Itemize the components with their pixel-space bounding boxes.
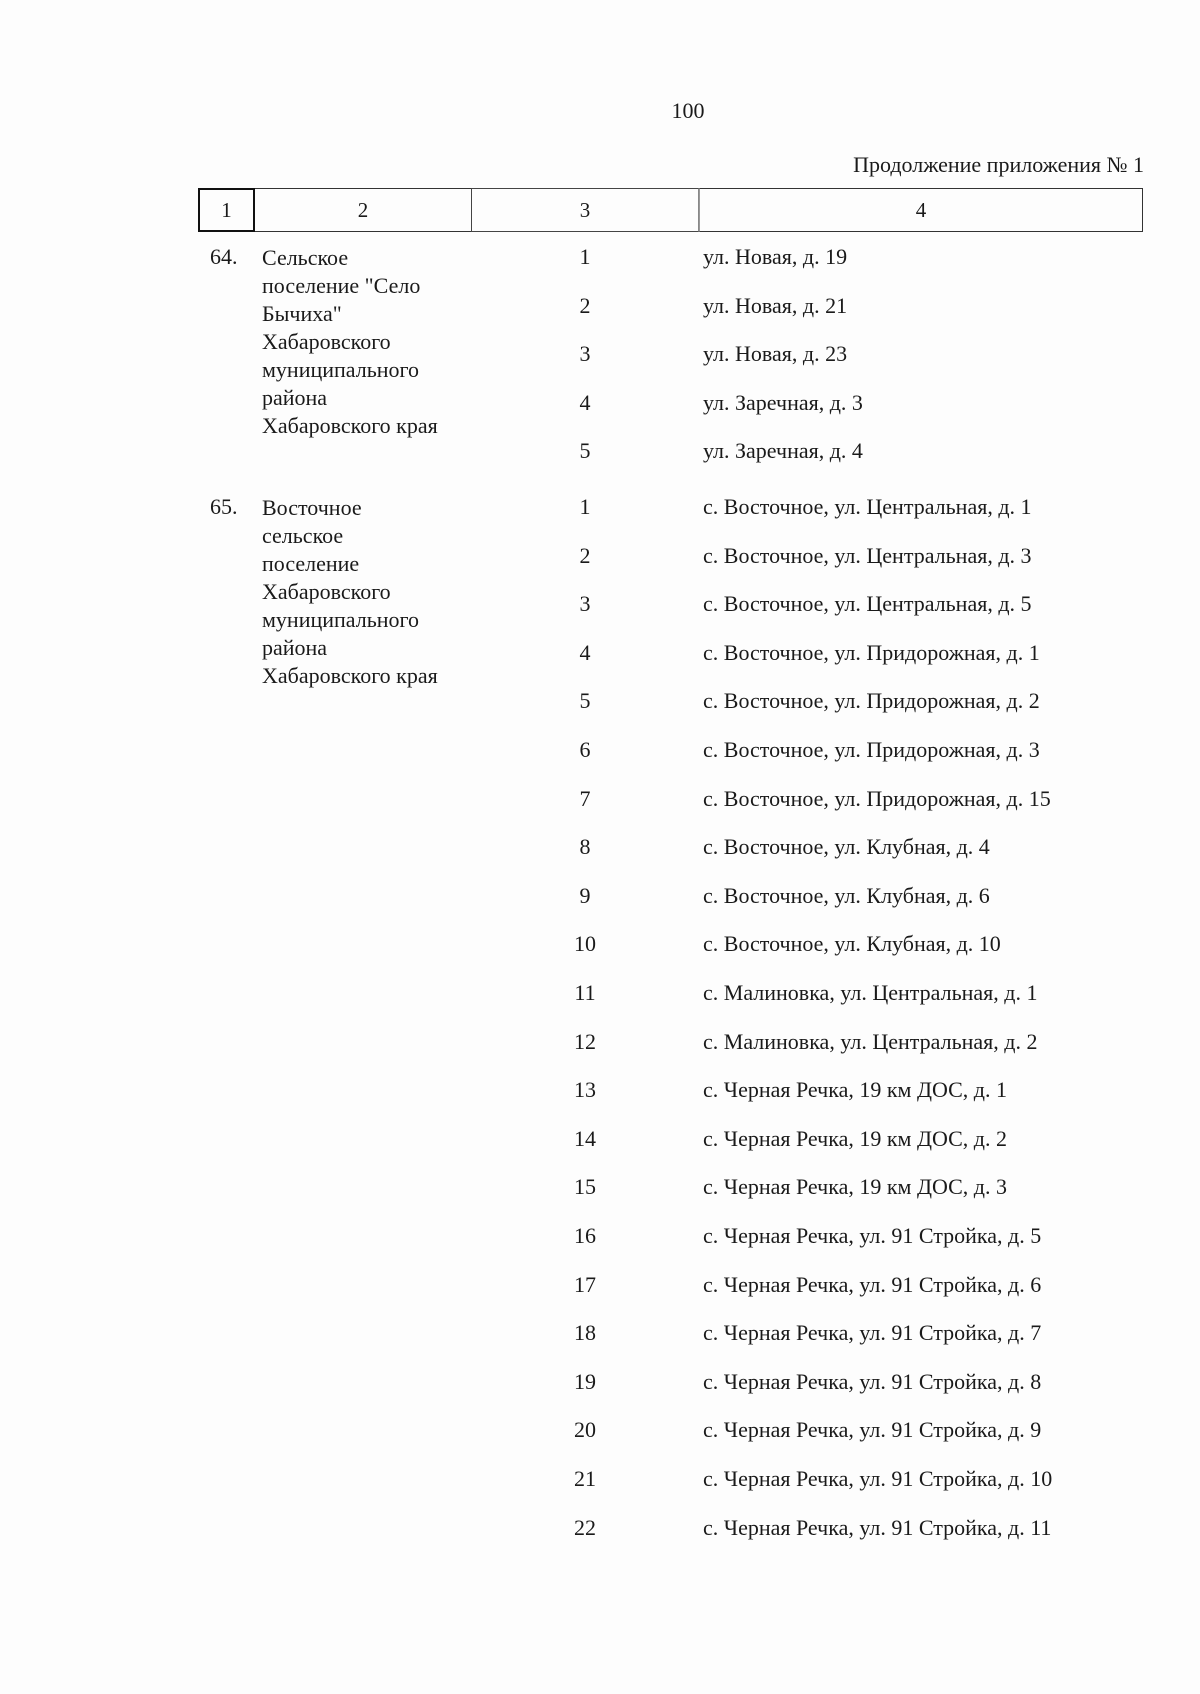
row-address: с. Восточное, ул. Центральная, д. 3	[703, 542, 1032, 568]
table-row	[0, 1369, 1200, 1399]
row-number: 3	[579, 341, 591, 367]
table-row	[0, 834, 1200, 864]
row-address: с. Восточное, ул. Придорожная, д. 15	[703, 785, 1051, 811]
row-address: с. Восточное, ул. Центральная, д. 5	[703, 591, 1032, 617]
table-row	[0, 1417, 1200, 1447]
row-number: 10	[574, 931, 596, 957]
row-address: с. Черная Речка, ул. 91 Стройка, д. 7	[703, 1320, 1042, 1346]
group-number: 65.	[210, 494, 238, 519]
table-row	[0, 1029, 1200, 1059]
table-row	[0, 980, 1200, 1010]
page-number: 100	[671, 98, 705, 123]
row-number: 9	[579, 882, 591, 908]
row-address: с. Черная Речка, ул. 91 Стройка, д. 8	[703, 1368, 1042, 1394]
row-number: 6	[579, 737, 591, 762]
row-address: с. Восточное, ул. Придорожная, д. 1	[703, 639, 1040, 665]
table-row	[0, 883, 1200, 913]
row-address: с. Черная Речка, ул. 91 Стройка, д. 5	[703, 1223, 1042, 1248]
row-number: 18	[574, 1320, 596, 1346]
table-row	[0, 341, 1200, 371]
row-address: с. Черная Речка, ул. 91 Стройка, д. 6	[703, 1271, 1042, 1297]
row-number: 19	[574, 1368, 596, 1394]
table-row	[0, 543, 1200, 573]
row-number: 3	[579, 591, 591, 617]
row-number: 2	[579, 542, 591, 568]
header-cell-4: 4	[699, 188, 1143, 232]
row-address: ул. Новая, д. 19	[703, 244, 848, 269]
header-cell-1: 1	[198, 188, 255, 232]
row-number: 2	[579, 292, 591, 318]
row-number: 4	[579, 389, 591, 415]
row-address: ул. Новая, д. 21	[703, 292, 848, 318]
table-row	[0, 931, 1200, 961]
row-number: 21	[574, 1466, 596, 1491]
row-number: 22	[574, 1514, 596, 1540]
row-address: с. Восточное, ул. Клубная, д. 4	[703, 834, 990, 860]
table-row	[0, 737, 1200, 767]
row-number: 14	[574, 1125, 596, 1151]
row-number: 20	[574, 1417, 596, 1443]
row-address: с. Малиновка, ул. Центральная, д. 2	[703, 1028, 1038, 1054]
row-number: 13	[574, 1077, 596, 1103]
table-row	[0, 1223, 1200, 1253]
row-address: с. Черная Речка, 19 км ДОС, д. 3	[703, 1174, 1007, 1200]
row-number: 1	[579, 494, 591, 519]
group-name: Сельское поселение "Село Бычиха" Хабаровского муниципального района Хабаровского края	[262, 245, 438, 438]
row-address: с. Черная Речка, ул. 91 Стройка, д. 11	[703, 1514, 1052, 1540]
table-row	[0, 293, 1200, 323]
group-number: 64.	[210, 244, 238, 269]
table-row	[0, 688, 1200, 718]
row-number: 7	[579, 785, 591, 811]
row-address: с. Черная Речка, ул. 91 Стройка, д. 9	[703, 1417, 1042, 1443]
row-address: ул. Заречная, д. 3	[703, 389, 863, 415]
row-address: с. Восточное, ул. Центральная, д. 1	[703, 494, 1032, 519]
table-row	[0, 1515, 1200, 1545]
table-header	[198, 188, 1143, 232]
row-number: 8	[579, 834, 591, 860]
row-number: 5	[579, 438, 591, 464]
table-row	[0, 640, 1200, 670]
table-row	[0, 1466, 1200, 1496]
row-address: с. Черная Речка, ул. 91 Стройка, д. 10	[703, 1466, 1053, 1491]
header-cell-3: 3	[471, 188, 699, 232]
table-row	[0, 1320, 1200, 1350]
row-number: 4	[579, 639, 591, 665]
table-row	[0, 786, 1200, 816]
header-cell-2: 2	[255, 188, 471, 232]
appendix-note: Продолжение приложения № 1	[853, 152, 1144, 177]
row-number: 17	[574, 1271, 596, 1297]
row-address: с. Черная Речка, 19 км ДОС, д. 2	[703, 1125, 1007, 1151]
row-address: с. Малиновка, ул. Центральная, д. 1	[703, 980, 1038, 1005]
row-address: с. Черная Речка, 19 км ДОС, д. 1	[703, 1077, 1007, 1103]
row-number: 11	[574, 980, 596, 1005]
row-address: ул. Заречная, д. 4	[703, 438, 863, 464]
row-number: 5	[579, 688, 591, 714]
table-row	[0, 494, 1200, 524]
table-row	[0, 438, 1200, 468]
row-number: 15	[574, 1174, 596, 1200]
table-row	[0, 1174, 1200, 1204]
row-address: с. Восточное, ул. Придорожная, д. 3	[703, 737, 1040, 762]
table-row	[0, 244, 1200, 274]
row-address: с. Восточное, ул. Придорожная, д. 2	[703, 688, 1040, 714]
row-number: 12	[574, 1028, 596, 1054]
group-name: Восточное сельское поселение Хабаровского муниципального района Хабаровского края	[262, 495, 438, 688]
row-number: 16	[574, 1223, 596, 1248]
table-row	[0, 1077, 1200, 1107]
row-address: с. Восточное, ул. Клубная, д. 10	[703, 931, 1001, 957]
row-address: ул. Новая, д. 23	[703, 341, 848, 367]
table-row	[0, 390, 1200, 420]
table-row	[0, 591, 1200, 621]
table-row	[0, 1126, 1200, 1156]
row-address: с. Восточное, ул. Клубная, д. 6	[703, 882, 990, 908]
table-row	[0, 1272, 1200, 1302]
row-number: 1	[579, 244, 591, 269]
